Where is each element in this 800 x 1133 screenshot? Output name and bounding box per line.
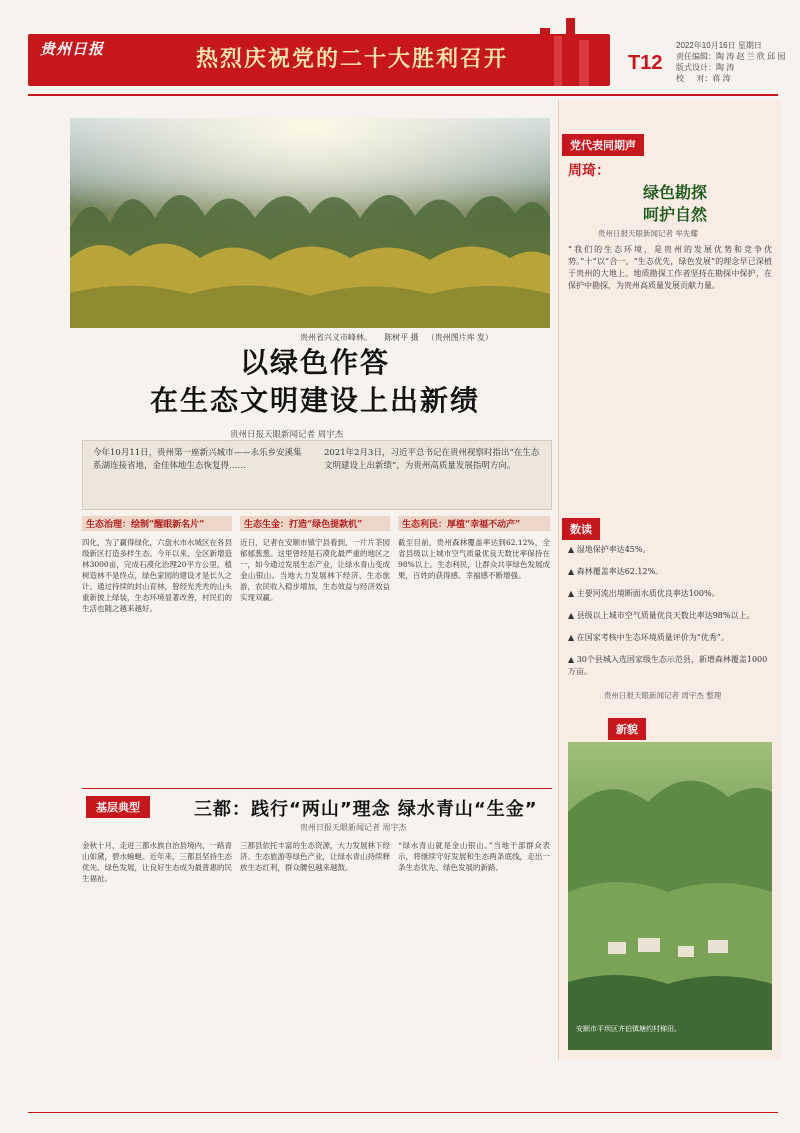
main-byline: 贵州日报天眼新闻记者 周宇杰	[230, 430, 344, 440]
stat-item: ▲ 县级以上城市空气质量优良天数比率达98%以上。	[568, 611, 755, 620]
banner-title: 热烈庆祝党的二十大胜利召开	[196, 46, 509, 72]
article-column-1	[82, 516, 232, 786]
tag-new-look: 新貌	[608, 718, 646, 740]
lead-box	[82, 440, 552, 510]
voice-title-line-2: 呵护自然	[642, 205, 707, 224]
main-photo	[70, 118, 550, 328]
subhead-ecological-wealth: 生态生金：打造“绿色提款机”	[240, 516, 390, 531]
section-divider	[82, 788, 552, 789]
stat-item: ▲ 在国家考核中生态环境质量评价为“优秀”。	[568, 633, 729, 642]
tag-delegate-voice: 党代表同期声	[562, 134, 644, 156]
base-column-1: 金秋十月，走进三都水族自治县境内，一路青山如黛，碧水蜿蜒。近年来，三都县坚持生态优先、绿色发展，让良好生态成为最普惠的民生福祉。	[82, 841, 232, 883]
headline-line-2: 在生态文明建设上出新绩	[149, 384, 480, 417]
new-look-photo	[568, 742, 772, 1050]
issue-date: 2022年10月16日 星期日	[676, 41, 762, 50]
karst-landscape-image	[70, 118, 550, 328]
stats-list	[568, 544, 772, 688]
column-text-1: 四化，为了赢得绿化，六盘水市水城区在各县级新区打造多样生态。今年以来，全区新增造林3000亩，完成石漠化治理20平方公里。植树造林不是终点，绿色家园的建设才是长久之计。通过持续的封山育林，曾经光秃秃的山头重新披上绿装，生态环境显著改善，村民们的生活也随之越来越好。	[82, 538, 232, 613]
article-column-3	[398, 516, 550, 786]
voice-byline: 贵州日报天眼新闻记者 牟先耀	[598, 229, 698, 238]
stat-item: ▲ 主要河流出境断面水质优良率达100%。	[568, 589, 720, 598]
subhead-ecological-governance: 生态治理：绘制“醒眼新名片”	[82, 516, 232, 531]
photo-caption	[300, 332, 493, 343]
newspaper-logo: 贵州日报	[40, 40, 105, 58]
stat-item: ▲ 30个县城入选国家级生态示范县，新增森林覆盖1000万亩。	[568, 655, 768, 676]
base-headline: 三都：践行“两山”理念 绿水青山“生金”	[194, 799, 538, 820]
proof-credit: 校 对：蒋 涛	[676, 74, 731, 83]
main-headline	[90, 344, 540, 420]
base-column-3: “绿水青山就是金山银山。”当地干部群众表示，将继续守好发展和生态两条底线，走出一条生态优先、绿色发展的新路。	[398, 841, 550, 872]
footer-rule	[28, 1112, 778, 1113]
delegate-name: 周琦：	[568, 163, 610, 179]
stat-item: ▲ 森林覆盖率达62.12%。	[568, 567, 664, 576]
article-column-2	[240, 516, 390, 786]
header-rule	[28, 94, 778, 96]
base-column-2: 三都县依托丰富的生态资源，大力发展林下经济、生态旅游等绿色产业，让绿水青山持续释放生态红利，群众腰包越来越鼓。	[240, 841, 390, 872]
village-terrace-image	[568, 742, 772, 1050]
caption-source: （贵州图片库 发）	[426, 333, 493, 342]
designer-credit: 版式设计：陶 涛	[676, 63, 735, 72]
voice-title-line-1: 绿色勘探	[642, 183, 707, 202]
voice-body: “我们的生态环境，是贵州的发展优势和竞争优势。”十“以”合一。“生态优先，绿色发展”的理念早已深植于贵州的大地上。地质勘探工作者坚持在勘探中保护，在保护中勘探，为贵州高质量发展贡献力量。	[568, 245, 772, 290]
stats-byline: 贵州日报天眼新闻记者 周宇杰 整理	[604, 691, 722, 700]
caption-name: 贵州省兴义市峰林。	[300, 333, 372, 342]
editor-credit: 责任编辑：陶 涛 赵 兰 欣 邱 园	[676, 52, 786, 61]
stat-item: ▲ 湿地保护率达45%。	[568, 545, 651, 554]
subhead-ecological-benefit: 生态利民：厚植“幸福不动产”	[398, 516, 550, 531]
lead-paragraph-2: 2021年2月3日，习近平总书记在贵州视察时指出“在生态文明建设上出新绩”，为贵州高质量发展指明方向。	[324, 448, 540, 471]
caption-author: 陈树平 摄	[384, 333, 419, 342]
headline-line-1: 以绿色作答	[239, 346, 390, 379]
tag-stats: 数读	[562, 518, 600, 540]
new-look-caption: 安顺市平坝区齐伯镇塘约村梯田。	[576, 1025, 681, 1033]
voice-title	[600, 182, 750, 226]
page-number: T12	[628, 52, 663, 74]
city-skyline-icon	[520, 14, 610, 86]
base-byline: 贵州日报天眼新闻记者 周宇杰	[300, 823, 407, 832]
lead-paragraph-1: 今年10月11日，贵州第一座新兴城市——永乐乡安溪集系湖连接省地，金佳体地生态恢复得……	[93, 448, 302, 471]
column-text-3: 截至目前，贵州森林覆盖率达到62.12%，全省县级以上城市空气质量优良天数比率保持在98%以上。生态利民，让群众共享绿色发展成果，百姓的获得感、幸福感不断增强。	[398, 538, 550, 580]
page-meta	[676, 40, 786, 84]
tag-grassroots: 基层典型	[86, 796, 150, 818]
column-text-2: 近日，记者在安顺市镇宁县看到，一片片茶园郁郁葱葱。这里曾经是石漠化最严重的地区之一，如今通过发展生态产业，让绿水青山变成金山银山。当地大力发展林下经济、生态旅游，农民收入稳步增加，生态效益与经济效益实现双赢。	[240, 538, 390, 602]
